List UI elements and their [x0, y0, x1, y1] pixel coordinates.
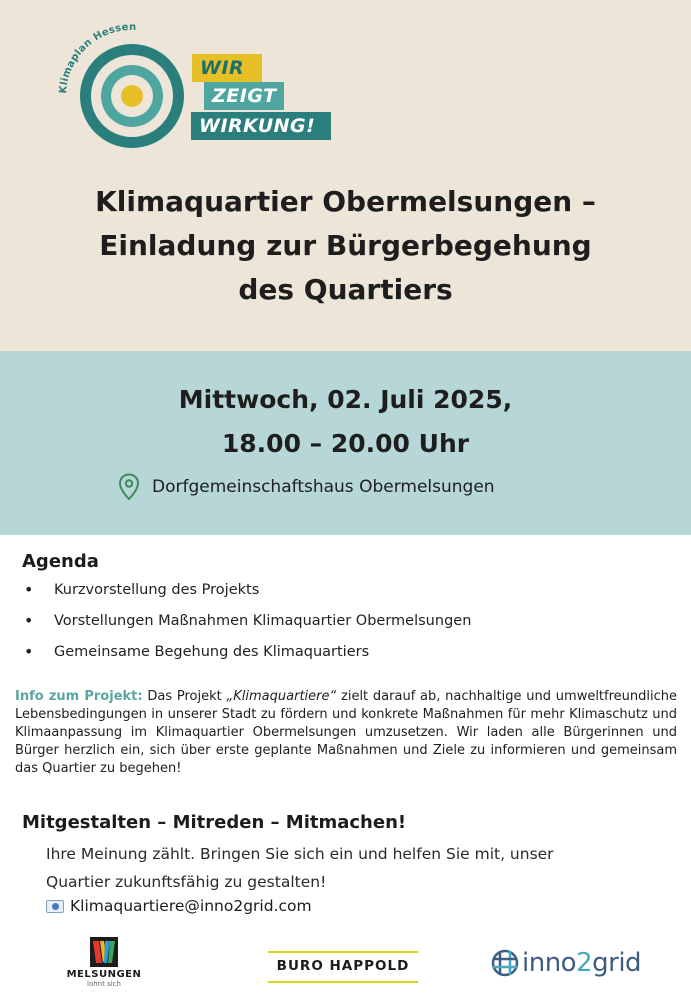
inno2grid-grid-icon	[490, 946, 520, 980]
logo-arc-text: Klimaplan Hessen	[58, 21, 137, 94]
buro-happold-top-bar	[268, 951, 418, 953]
email-address[interactable]: Klimaquartiere@inno2grid.com	[70, 897, 312, 915]
logo-tag-zeigt: ZEIGT	[204, 82, 284, 110]
inno2grid-text	[522, 948, 641, 978]
melsungen-logo	[62, 934, 146, 994]
agenda-item: • Kurzvorstellung des Projekts	[22, 576, 471, 607]
title-line-2: Einladung zur Bürgerbegehung	[99, 229, 592, 262]
agenda-item: • Vorstellungen Maßnahmen Klimaquartier Obermelsungen	[22, 607, 471, 638]
email-icon	[46, 900, 64, 913]
inno2grid-text-c: grid	[592, 948, 642, 978]
klimaplan-logo	[58, 20, 338, 160]
inno2grid-text-b: 2	[576, 948, 593, 978]
melsungen-mark-icon	[90, 937, 118, 967]
contact-email[interactable]	[46, 897, 312, 915]
buro-happold-bottom-bar	[268, 981, 418, 983]
logo-tag-wir: WIR	[192, 54, 262, 82]
cta-text	[46, 840, 626, 896]
agenda-item: • Gemeinsame Begehung des Klimaquartiers	[22, 638, 471, 669]
info-label: Info zum Projekt:	[15, 689, 143, 704]
buro-happold-text: BURO HAPPOLD	[276, 958, 410, 974]
info-text-before: Das Projekt	[147, 689, 222, 704]
event-time: 18.00 – 20.00 Uhr	[221, 429, 470, 458]
cta-text-line-2: Quartier zukunftsfähig zu gestalten!	[46, 873, 327, 891]
page-title	[40, 180, 651, 312]
event-datetime	[40, 378, 651, 466]
info-project-name: „Klimaquartiere“	[226, 689, 337, 704]
event-location	[118, 472, 495, 502]
buro-happold-logo	[268, 951, 418, 983]
location-pin-icon	[118, 473, 140, 501]
inno2grid-text-a: inno	[522, 948, 577, 978]
agenda-list	[22, 576, 471, 669]
inno2grid-logo	[490, 946, 641, 980]
info-text-after: zielt darauf ab, nachhaltige und umweltfreundliche Lebensbedingungen in unserer Stadt zu fördern und konkrete Maßnahmen für mehr Klimaschutz und Klimaanpassung im Klimaquartier Obermelsungen umzusetzen. Wir laden alle Bürgerinnen und Bürger herzlich ein, sich über erste geplante Maßnahmen und Ziele zu informieren und gemeinsam das Quartier zu begehen!	[15, 689, 678, 776]
cta-heading: Mitgestalten – Mitreden – Mitmachen!	[22, 812, 407, 833]
agenda-heading: Agenda	[22, 551, 99, 572]
event-date: Mittwoch, 02. Juli 2025,	[178, 385, 513, 414]
title-line-3: des Quartiers	[238, 273, 453, 306]
project-info	[15, 688, 677, 778]
title-line-1: Klimaquartier Obermelsungen –	[95, 185, 596, 218]
melsungen-name: MELSUNGEN	[66, 969, 142, 980]
location-text: Dorfgemeinschaftshaus Obermelsungen	[152, 477, 495, 497]
cta-text-line-1: Ihre Meinung zählt. Bringen Sie sich ein und helfen Sie mit, unser	[46, 845, 554, 863]
melsungen-slogan: lohnt sich	[87, 980, 121, 988]
logo-tag-wirkung: WIRKUNG!	[191, 112, 331, 140]
